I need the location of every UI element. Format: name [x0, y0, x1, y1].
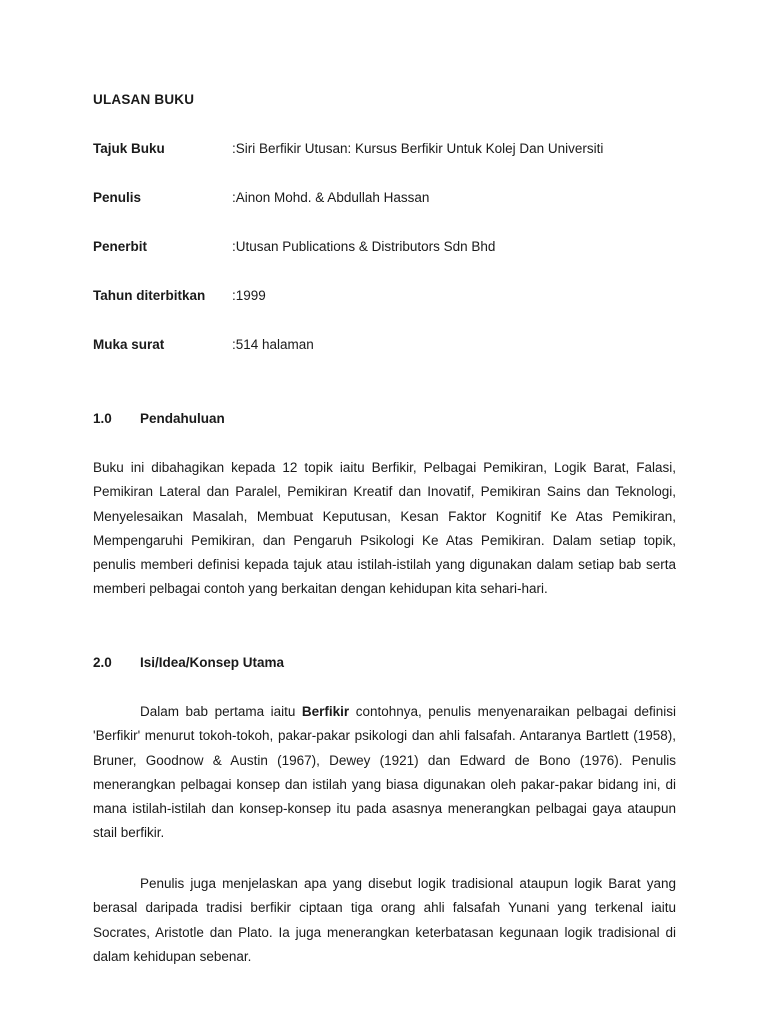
- meta-label: Muka surat: [93, 337, 165, 352]
- meta-value: :1999: [232, 288, 266, 303]
- meta-row-tajuk-buku: [93, 141, 693, 161]
- paragraph-pendahuluan: [93, 456, 676, 602]
- paragraph-text-after: contohnya, penulis menyenaraikan pelbagai definisi 'Berfikir' menurut tokoh-tokoh, pakar-pakar psikologi dan ahli falsafah. Antaranya Bartlett (1958), Bruner, Goodnow & Austin (1967), Dewey (1921) dan Edward de Bono (1976). Penulis menerangkan pelbagai konsep dan istilah yang biasa digunakan oleh pakar-pakar bidang ini, di mana istilah-istilah dan konsep-konsep itu pada asasnya menerangkan pelbagai gaya ataupun stail berfikir.: [93, 704, 676, 841]
- section-number: 1.0: [93, 411, 112, 426]
- meta-label: Penulis: [93, 190, 142, 205]
- meta-row-muka-surat: [93, 337, 693, 357]
- meta-value: :Ainon Mohd. & Abdullah Hassan: [232, 190, 430, 205]
- section-number: 2.0: [93, 655, 112, 670]
- meta-value: :Siri Berfikir Utusan: Kursus Berfikir Untuk Kolej Dan Universiti: [232, 141, 604, 156]
- meta-row-tahun-diterbitkan: [93, 288, 693, 308]
- meta-label: Tajuk Buku: [93, 141, 165, 156]
- section-title: Pendahuluan: [140, 411, 225, 426]
- paragraph-text: Penulis juga menjelaskan apa yang disebut logik tradisional ataupun logik Barat yang berasal daripada tradisi berfikir ciptaan tiga orang ahli falsafah Yunani yang terkenal iaitu Socrates, Aristotle dan Plato. Ia juga menerangkan keterbatasan kegunaan logik tradisional di dalam kehidupan sebenar.: [93, 876, 676, 964]
- meta-label: Penerbit: [93, 239, 148, 254]
- paragraph-text-before: Dalam bab pertama iaitu: [140, 704, 302, 719]
- paragraph-bold-term: Berfikir: [301, 704, 350, 719]
- section-title: Isi/Idea/Konsep Utama: [140, 655, 285, 670]
- meta-value: :514 halaman: [232, 337, 314, 352]
- paragraph-text: Buku ini dibahagikan kepada 12 topik iaitu Berfikir, Pelbagai Pemikiran, Logik Barat, Falasi, Pemikiran Lateral dan Paralel, Pemikiran Kreatif dan Inovatif, Pemikiran Sains dan Teknologi, Menyelesaikan Masalah, Membuat Keputusan, Kesan Faktor Kognitif Ke Atas Pemikiran, Mempengaruhi Pemikiran, dan Pengaruh Psikologi Ke Atas Pemikiran. Dalam setiap topik, penulis memberi definisi kepada tajuk atau istilah-istilah yang digunakan dalam setiap bab serta memberi pelbagai contoh yang berkaitan dengan kehidupan kita sehari-hari.: [93, 460, 676, 597]
- paragraph-logik-tradisional: [93, 872, 676, 969]
- meta-row-penulis: [93, 190, 693, 210]
- meta-row-penerbit: [93, 239, 693, 259]
- document-title: ULASAN BUKU: [93, 92, 195, 107]
- meta-value: :Utusan Publications & Distributors Sdn Bhd: [232, 239, 496, 254]
- paragraph-berfikir: [93, 700, 676, 846]
- meta-label: Tahun diterbitkan: [93, 288, 206, 303]
